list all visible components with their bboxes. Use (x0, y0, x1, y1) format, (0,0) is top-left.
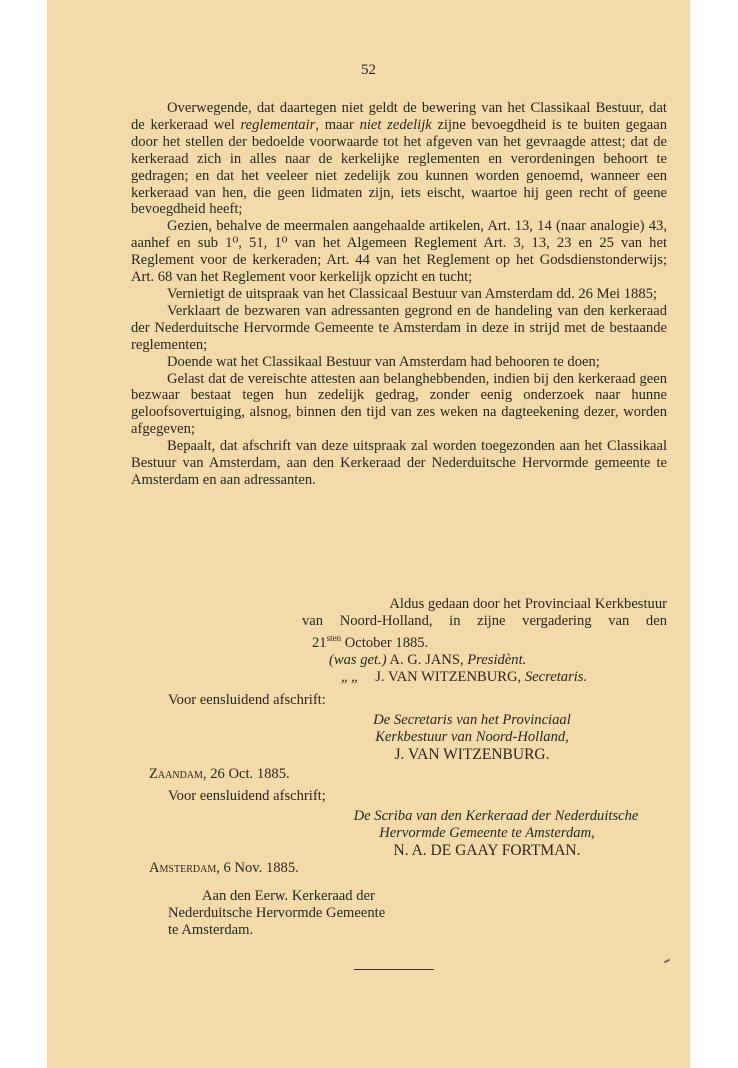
paragraph-text: zijne bevoegdheid is te buiten gegaan door het stellen der bedoelde voorwaarde tot het afgeven van het gevraagde attest; dat de kerkeraad zich in alles naar de kerkelijke reglementen en verordeningen behoort te gedragen; en dat het veeleer niet zedelijk zou kunnen worden genoemd, wanneer een kerkeraad van hen, die geen lidmaten zijn, iets eischt, waartoe hij geen recht of geene bevoegdheid heeft; (131, 116, 667, 218)
closing-formula (302, 596, 667, 652)
closing-month-year: October 1885. (341, 634, 429, 651)
paragraph-text: Doende wat het Classikaal Bestuur van Amsterdam had behooren te doen; (167, 353, 600, 370)
body-paragraph (131, 286, 667, 303)
copy-label-2: Voor eensluidend afschrift; (168, 788, 326, 804)
secretary-line-1: De Secretaris van het Provinciaal (373, 712, 571, 728)
closing-line-2: van Noord-Holland, in zijne vergadering van den (302, 613, 667, 629)
paragraph-text: Gezien, behalve de meermalen aangehaalde artikelen, Art. 13, 14 (naar analogie) 43, aanhef en sub 1⁰, 51, 1⁰ van het Algemeen Reglement Art. 3, 13, 23 en 25 van het Reglement voor de kerkeraden; Art. 44 van het Reglement op het Godsdienstonderwijs; Art. 68 van het Reglement voor kerkelijk opzicht en tucht; (131, 218, 667, 286)
paragraph-italic-text: niet zedelijk (359, 116, 432, 133)
place-zaandam: Zaandam (149, 766, 203, 782)
secretary-block (307, 712, 637, 763)
address-block (168, 888, 385, 939)
closing-day: 21 (312, 634, 327, 651)
president-title: Presidènt. (467, 652, 527, 668)
copy-date-1 (149, 766, 290, 783)
paragraph-text: Bepaalt, dat afschrift van deze uitspraak zal worden toegezonden aan het Classikaal Bestuur van Amsterdam, aan den Kerkeraad der Nederduitsche Hervormde gemeente te Amsterdam en aan adressanten. (131, 438, 667, 488)
scriba-line-2: Hervormde Gemeente te Amsterdam, (379, 825, 595, 841)
paragraph-text: Overwegende, dat daartegen niet geldt de bewering van het Classikaal Bestuur, dat de kerkeraad wel (131, 100, 667, 133)
date-amsterdam: , 6 Nov. 1885. (216, 860, 299, 876)
secretary-signature (329, 669, 667, 686)
body-paragraph (131, 371, 667, 439)
ditto-marks: „ „ (341, 669, 358, 685)
date-zaandam: , 26 Oct. 1885. (202, 766, 290, 782)
place-amsterdam: Amsterdam (149, 860, 217, 876)
address-line-3: te Amsterdam. (168, 922, 254, 938)
page-number: 52 (361, 62, 376, 78)
closing-line-1: Aldus gedaan door het Provinciaal Kerkbestuur (389, 596, 667, 612)
paragraph-italic-text: reglementair (240, 116, 316, 133)
copy-date-2 (149, 860, 299, 877)
scriba-name: N. A. DE GAAY FORTMAN. (393, 842, 581, 859)
closing-rule (354, 969, 434, 970)
decision-text (131, 100, 667, 489)
paragraph-text: , maar (315, 116, 360, 133)
address-line-1: Aan den Eerw. Kerkeraad der (202, 888, 375, 904)
signatures (329, 652, 667, 686)
address-line-2: Nederduitsche Hervormde Gemeente (168, 905, 386, 921)
paragraph-text: Vernietigt de uitspraak van het Classicaal Bestuur van Amsterdam dd. 26 Mei 1885; (167, 285, 658, 302)
secretary-title: Secretaris. (524, 669, 588, 685)
secretary-name: J. VAN WITZENBURG, (371, 669, 525, 685)
scriba-line-1: De Scriba van den Kerkeraad der Nederduitsche (353, 808, 639, 824)
scanned-page (47, 0, 690, 1068)
closing-date (302, 630, 667, 652)
body-paragraph (131, 438, 667, 489)
body-paragraph (131, 354, 667, 371)
president-name: A. G. JANS, (386, 652, 468, 668)
body-paragraph (131, 218, 667, 286)
president-signature (329, 652, 667, 669)
body-paragraph (131, 303, 667, 354)
secretary-line-2: Kerkbestuur van Noord-Holland, (375, 729, 569, 745)
closing-day-suffix: sten (326, 633, 342, 643)
scriba-block (322, 808, 652, 859)
scan-speck (664, 959, 670, 964)
body-paragraph (131, 100, 667, 218)
paragraph-text: Gelast dat de vereischte attesten aan belanghebbenden, indien bij den kerkeraad geen bezwaar bestaat tegen hun zedelijk gedrag, zonder eenig onderzoek naar hunne geloofsovertuiging, alsnog, binnen den tijd van zes weken na dagteekening dezer, worden afgegeven; (131, 370, 667, 438)
copy-label-1: Voor eensluidend afschrift: (168, 692, 326, 708)
secretary-block-name: J. VAN WITZENBURG. (394, 746, 550, 763)
was-get: (was get.) (329, 652, 387, 668)
paragraph-text: Verklaart de bezwaren van adressanten gegrond en de handeling van den kerkeraad der Nederduitsche Hervormde Gemeente te Amsterdam in deze in strijd met de bestaande reglementen; (131, 302, 667, 353)
